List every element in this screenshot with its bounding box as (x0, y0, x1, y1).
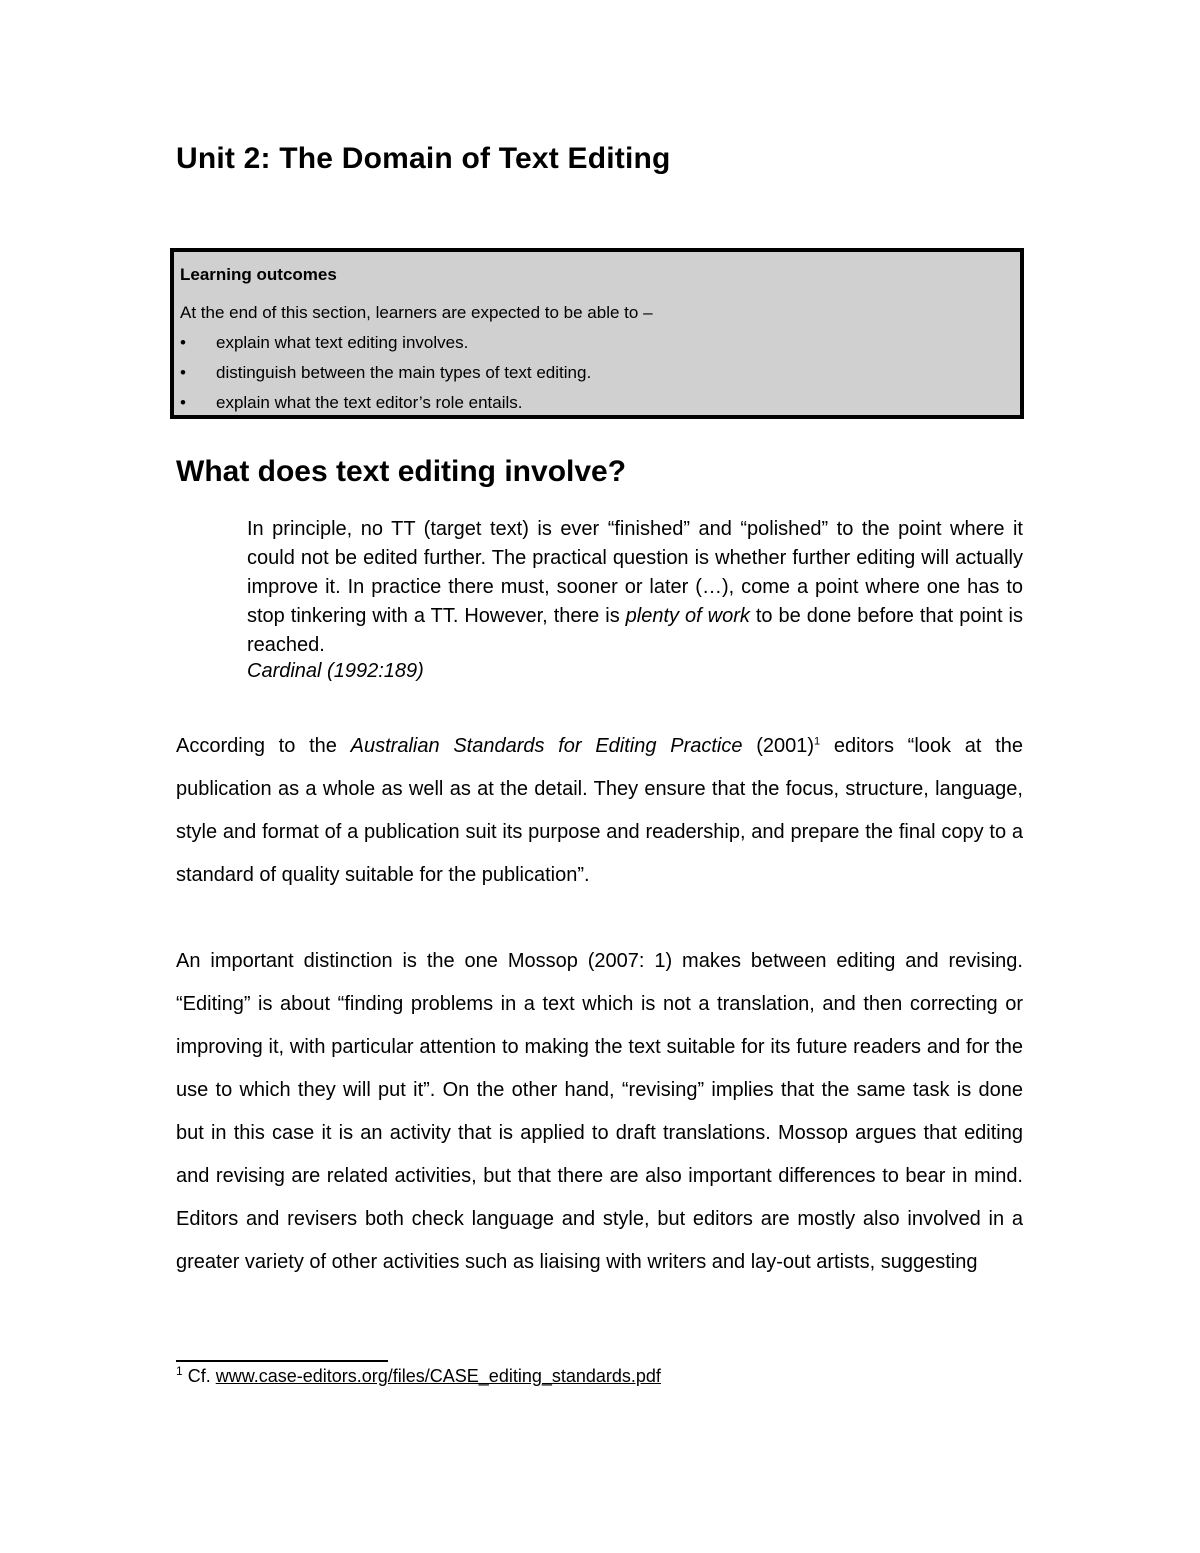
unit-title: Unit 2: The Domain of Text Editing (176, 142, 671, 175)
body-paragraph: An important distinction is the one Mossop (2007: 1) makes between editing and revising. “Editing” is about “finding problems in a text which is not a translation, and then correcting or improving it, with particular attention to making the text suitable for its future readers and for the use to which they will put it”. On the other hand, “revising” implies that the same task is done but in this case it is an activity that is applied to draft translations. Mossop argues that editing and revising are related activities, but that there are also important differences to bear in mind. Editors and revisers both check language and style, but editors are mostly also involved in a greater variety of other activities such as liaising with writers and lay-out artists, suggesting (176, 950, 1023, 1273)
quote-emphasis: plenty of work (625, 605, 750, 627)
block-quote (247, 515, 1023, 660)
learning-outcomes-heading: Learning outcomes (180, 265, 337, 284)
paragraph-text: According to the (176, 735, 351, 757)
quote-citation: Cardinal (1992:189) (247, 660, 424, 682)
paragraph-text: (2001) (742, 735, 815, 757)
footnote (176, 1366, 661, 1387)
bullet-icon: • (180, 333, 186, 352)
footnote-reference[interactable]: 1 (814, 735, 821, 748)
learning-outcome-text: explain what the text editor’s role entails. (216, 393, 523, 412)
footnote-prefix: Cf. (182, 1366, 216, 1386)
footnote-marker: 1 (176, 1364, 183, 1378)
quote-text-end: to be done before that point is reached. (247, 605, 1023, 656)
publication-title: Australian Standards for Editing Practice (350, 735, 743, 757)
footnote-link[interactable]: www.case-editors.org/files/CASE_editing_standards.pdf (215, 1366, 661, 1386)
bullet-icon: • (180, 363, 186, 382)
section-heading: What does text editing involve? (176, 455, 627, 488)
body-paragraph (176, 725, 1023, 897)
bullet-icon: • (180, 393, 186, 412)
paragraph-text: editors “look at the publication as a whole as well as at the detail. They ensure that the focus, structure, language, style and format of a publication suit its purpose and readership, and prepare the final copy to a standard of quality suitable for the publication”. (176, 735, 1024, 886)
learning-outcome-text: distinguish between the main types of text editing. (216, 363, 592, 382)
footnote-separator (176, 1360, 388, 1362)
learning-outcomes-box (170, 248, 1024, 419)
learning-outcomes-intro: At the end of this section, learners are expected to be able to – (180, 303, 653, 322)
learning-outcome-text: explain what text editing involves. (216, 333, 469, 352)
quote-text: In principle, no TT (target text) is ever “finished” and “polished” to the point where it could not be edited further. The practical question is whether further editing will actually improve it. In practice there must, sooner or later (…), come a point where one has to stop tinkering with a TT. However, there is (247, 518, 1023, 627)
